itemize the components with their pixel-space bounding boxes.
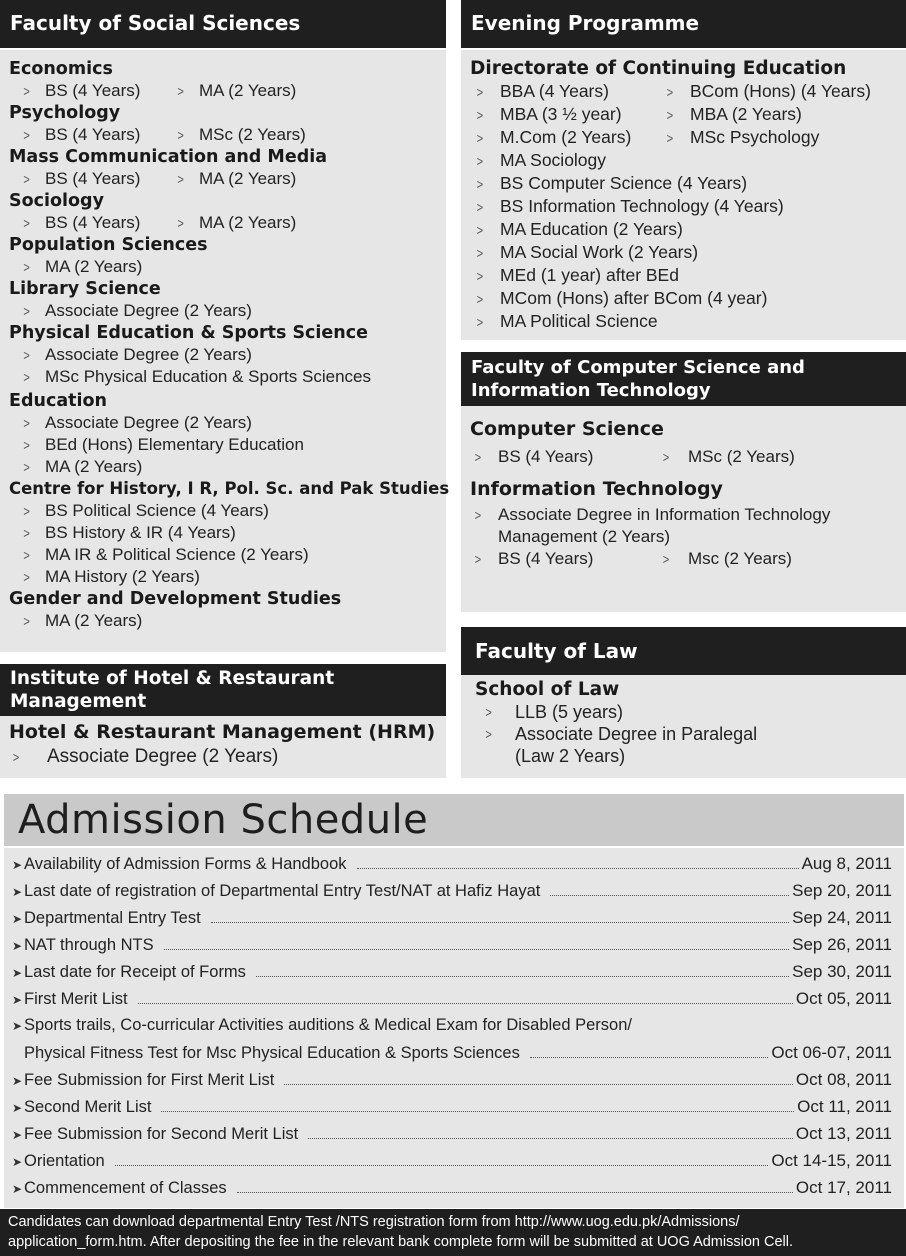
dept-information-technology: Information Technology xyxy=(470,478,723,500)
schedule-label: Fee Submission for First Merit List xyxy=(24,1071,275,1089)
evening-item-row xyxy=(470,241,871,264)
social-panel xyxy=(0,50,450,652)
evening-item-row xyxy=(470,195,871,218)
schedule-arrow-icon: ➤ xyxy=(12,1182,23,1196)
schedule-arrow-icon: ➤ xyxy=(12,912,23,926)
dept-gender-studies: Gender and Development Studies xyxy=(9,589,342,609)
schedule-arrow-icon: ➤ xyxy=(12,858,23,872)
bullet-icon: > xyxy=(23,525,30,541)
bullet-icon: > xyxy=(177,215,184,231)
schedule-arrow-icon: ➤ xyxy=(12,939,23,953)
schedule-date: Sep 30, 2011 xyxy=(792,962,892,981)
dept-sociology: Sociology xyxy=(9,191,104,211)
schedule-row xyxy=(12,1124,892,1150)
dept-school-of-law: School of Law xyxy=(475,679,620,700)
schedule-date: Sep 26, 2011 xyxy=(792,935,892,954)
schedule-arrow-icon: ➤ xyxy=(12,1155,23,1169)
bullet-icon: > xyxy=(12,749,20,765)
schedule-label: Physical Fitness Test for Msc Physical Education & Sports Sciences xyxy=(24,1044,520,1062)
programme-item: MA Education (2 Years) xyxy=(500,219,683,239)
bullet-icon: > xyxy=(177,127,184,143)
footer-note: Candidates can download departmental Entry Test /NTS registration form from http://www.uog.edu.pk/Admissions/ application_form.htm. After depositing the fee in the relevant bank complete form will be submitted at UOG Admission Cell. xyxy=(0,1209,906,1256)
schedule-panel xyxy=(4,848,904,1208)
programme-item: MA Social Work (2 Years) xyxy=(500,242,699,262)
schedule-label: Second Merit List xyxy=(24,1098,152,1116)
evening-item-row xyxy=(470,172,871,195)
schedule-label: Fee Submission for Second Merit List xyxy=(24,1125,299,1143)
bullet-icon: > xyxy=(23,303,30,319)
dept-computer-science: Computer Science xyxy=(470,418,664,440)
bullet-icon: > xyxy=(476,153,484,169)
dotted-leader xyxy=(284,1071,793,1085)
schedule-row xyxy=(12,881,892,907)
dotted-leader xyxy=(115,1152,769,1166)
dotted-leader xyxy=(308,1125,793,1139)
schedule-label: Orientation xyxy=(24,1152,105,1170)
schedule-row xyxy=(12,962,892,988)
bullet-icon: > xyxy=(474,449,482,465)
schedule-date: Oct 17, 2011 xyxy=(795,1178,892,1197)
schedule-arrow-icon: ➤ xyxy=(12,1128,23,1142)
schedule-label: Last date of registration of Departmental Entry Test/NAT at Hafiz Hayat xyxy=(24,882,541,900)
schedule-arrow-icon: ➤ xyxy=(12,1074,23,1088)
schedule-row xyxy=(12,854,892,880)
bullet-icon: > xyxy=(23,415,30,431)
schedule-title-bar xyxy=(4,794,904,846)
dept-economics: Economics xyxy=(9,59,113,79)
schedule-label: First Merit List xyxy=(24,990,128,1008)
schedule-arrow-icon: ➤ xyxy=(12,885,23,899)
schedule-date: Sep 20, 2011 xyxy=(792,881,892,900)
dept-mass-communication: Mass Communication and Media xyxy=(9,147,328,167)
schedule-arrow-icon: ➤ xyxy=(12,1019,23,1033)
programme-item: MA Political Science xyxy=(500,311,658,331)
bullet-icon: > xyxy=(476,130,484,146)
social-list: Economics > BS (4 Years) > MA (2 Years) Psychology > BS (4 Years) > MSc (2 Years) Mass Communication and Media > BS (4 Years) > MA (2 Years) Sociology > BS (4 Years) > MA (2 Years) Population Sciences > MA (2 Years) Library Science > Associate Degree (2 Years) Physical Education & Sports Science > Associate Degree (2 Years) > MSc Physical Education & Sports Sciences Education > Associate Degree (2 Years) > BEd (Hons) Elementary Education > MA (2 Years) Centre for History, I R, Pol. Sc. and Pak Studies > BS Political Science (4 Years) > BS History & IR (4 Years) > MA IR & Political Science (2 Years) > MA History (2 Years) Gender and Development Studies > MA (2 Years) xyxy=(9,59,450,630)
programme-item: MBA (3 ½ year) xyxy=(500,104,622,124)
schedule-title: Admission Schedule xyxy=(18,797,429,843)
dotted-leader xyxy=(357,855,799,869)
bullet-icon: > xyxy=(485,704,492,720)
schedule-label: NAT through NTS xyxy=(24,936,154,954)
dotted-leader xyxy=(530,1044,769,1058)
dotted-leader xyxy=(138,990,793,1004)
schedule-date: Oct 05, 2011 xyxy=(795,989,892,1008)
cs-panel: Computer Science > BS (4 Years) > MSc (2 Years) Information Technology > Associate Degree in Information Technology Management (2 Years) > BS (4 Years) > Msc (2 Years) xyxy=(461,406,906,612)
bullet-icon: > xyxy=(476,199,484,215)
bullet-icon: > xyxy=(662,449,670,465)
schedule-row xyxy=(12,908,892,934)
bullet-icon: > xyxy=(666,84,674,100)
bullet-icon: > xyxy=(666,130,674,146)
schedule-date: Sep 24, 2011 xyxy=(792,908,892,927)
evening-pairs xyxy=(470,80,871,149)
bullet-icon: > xyxy=(666,107,674,123)
evening-singles xyxy=(470,149,871,333)
dept-library-science: Library Science xyxy=(9,279,161,299)
evening-pair-row xyxy=(470,126,871,149)
bullet-icon: > xyxy=(485,726,492,742)
dept-education: Education xyxy=(9,391,107,411)
bullet-icon: > xyxy=(23,547,30,563)
schedule-arrow-icon: ➤ xyxy=(12,966,23,980)
dept-hrm: Hotel & Restaurant Management (HRM) xyxy=(9,721,436,743)
schedule-date: Aug 8, 2011 xyxy=(801,854,892,873)
schedule-label: Sports trails, Co-curricular Activities auditions & Medical Exam for Disabled Person/ xyxy=(24,1016,632,1034)
schedule-label: Availability of Admission Forms & Handbook xyxy=(24,855,347,873)
cs-header: Faculty of Computer Science and Information Technology xyxy=(461,352,906,406)
programme-item: MA Sociology xyxy=(500,150,607,170)
schedule-date: Oct 13, 2011 xyxy=(795,1124,892,1143)
schedule-label: Commencement of Classes xyxy=(24,1179,227,1197)
bullet-icon: > xyxy=(23,459,30,475)
dept-continuing-education: Directorate of Continuing Education xyxy=(470,58,847,79)
dotted-leader xyxy=(550,882,789,896)
schedule-date: Oct 08, 2011 xyxy=(795,1070,892,1089)
programme-item: MBA (2 Years) xyxy=(690,104,802,124)
social-header xyxy=(0,0,446,48)
programme-item: M.Com (2 Years) xyxy=(500,127,632,147)
schedule-row xyxy=(12,935,892,961)
schedule-date: Oct 11, 2011 xyxy=(797,1097,892,1116)
bullet-icon: > xyxy=(177,171,184,187)
programme-item: BBA (4 Years) xyxy=(500,81,609,101)
bullet-icon: > xyxy=(23,171,30,187)
bullet-icon: > xyxy=(476,314,484,330)
bullet-icon: > xyxy=(662,551,670,567)
schedule-label: Departmental Entry Test xyxy=(24,909,201,927)
schedule-date: Oct 14-15, 2011 xyxy=(771,1151,892,1170)
bullet-icon: > xyxy=(476,176,484,192)
bullet-icon: > xyxy=(474,507,482,523)
schedule-row xyxy=(12,989,892,1015)
bullet-icon: > xyxy=(23,83,30,99)
dotted-leader xyxy=(164,936,790,950)
bullet-icon: > xyxy=(23,437,30,453)
evening-item-row xyxy=(470,264,871,287)
bullet-icon: > xyxy=(23,347,30,363)
dotted-leader xyxy=(237,1179,793,1193)
bullet-icon: > xyxy=(23,503,30,519)
schedule-row xyxy=(12,1151,892,1177)
dotted-leader xyxy=(161,1098,794,1112)
evening-header: Evening Programme xyxy=(461,0,906,48)
bullet-icon: > xyxy=(23,369,30,385)
programme-item: MSc Psychology xyxy=(690,127,820,147)
evening-pair-row xyxy=(470,103,871,126)
bullet-icon: > xyxy=(23,613,30,629)
programme-item: MCom (Hons) after BCom (4 year) xyxy=(500,288,768,308)
evening-item-row xyxy=(470,287,871,310)
evening-item-row xyxy=(470,310,871,333)
bullet-icon: > xyxy=(476,268,484,284)
programme-item: BS Computer Science (4 Years) xyxy=(500,173,748,193)
schedule-date: Oct 06-07, 2011 xyxy=(771,1043,892,1062)
evening-item-row xyxy=(470,149,871,172)
social-title: Faculty of Social Sciences xyxy=(10,11,301,35)
dept-psychology: Psychology xyxy=(9,103,121,123)
hotel-header: Institute of Hotel & Restaurant Management xyxy=(0,664,446,716)
programme-item: BS Information Technology (4 Years) xyxy=(500,196,784,216)
schedule-row xyxy=(12,1178,892,1204)
schedule-arrow-icon: ➤ xyxy=(12,993,23,1007)
programme-item: BCom (Hons) (4 Years) xyxy=(690,81,871,101)
bullet-icon: > xyxy=(474,551,482,567)
evening-item-row xyxy=(470,218,871,241)
schedule-arrow-icon: ➤ xyxy=(12,1101,23,1115)
bullet-icon: > xyxy=(476,291,484,307)
schedule-row xyxy=(12,1043,892,1069)
programme-item: MEd (1 year) after BEd xyxy=(500,265,679,285)
schedule-label: Last date for Receipt of Forms xyxy=(24,963,246,981)
bullet-icon: > xyxy=(476,107,484,123)
dept-history: Centre for History, I R, Pol. Sc. and Pak Studies xyxy=(9,479,450,498)
evening-panel xyxy=(461,50,906,340)
schedule-row xyxy=(12,1016,892,1042)
bullet-icon: > xyxy=(476,245,484,261)
evening-pair-row xyxy=(470,80,871,103)
bullet-icon: > xyxy=(476,84,484,100)
bullet-icon: > xyxy=(177,83,184,99)
dotted-leader xyxy=(256,963,789,977)
bullet-icon: > xyxy=(23,569,30,585)
schedule-row xyxy=(12,1070,892,1096)
bullet-icon: > xyxy=(23,259,30,275)
schedule-row xyxy=(12,1097,892,1123)
hotel-panel: Hotel & Restaurant Management (HRM) > Associate Degree (2 Years) xyxy=(0,716,446,778)
law-panel: School of Law > LLB (5 years) > Associate Degree in Paralegal (Law 2 Years) xyxy=(461,675,906,778)
law-header: Faculty of Law xyxy=(461,627,906,675)
dept-physical-education: Physical Education & Sports Science xyxy=(9,323,368,343)
dotted-leader xyxy=(211,909,789,923)
dept-population-sciences: Population Sciences xyxy=(9,235,208,255)
bullet-icon: > xyxy=(476,222,484,238)
bullet-icon: > xyxy=(23,215,30,231)
bullet-icon: > xyxy=(23,127,30,143)
